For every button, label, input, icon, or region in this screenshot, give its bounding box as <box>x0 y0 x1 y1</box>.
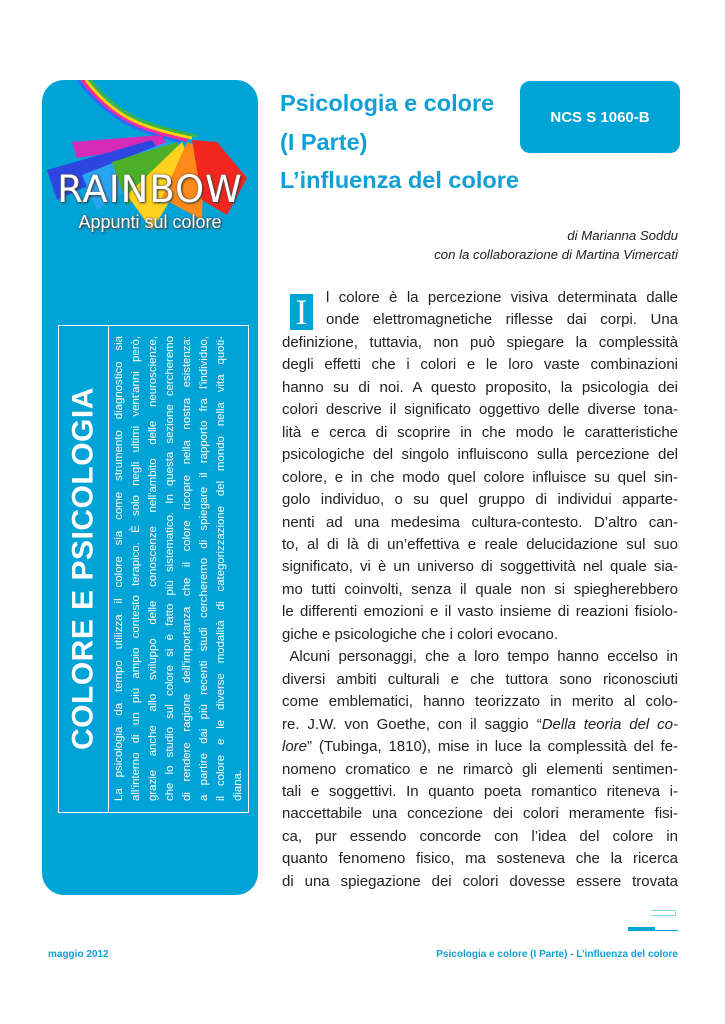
drop-cap: I <box>290 294 313 330</box>
description-line: diana. <box>232 769 244 801</box>
box-divider <box>108 326 109 812</box>
article-body <box>282 287 678 893</box>
description-line: che lo studio sul colore si è fatto più sistematico. In questa sezione cercheremo <box>164 336 176 801</box>
body-line: ca, pur essendo concorde con l’idea del colore in <box>282 827 678 845</box>
description-line: il colore e le diverse modalità di categorizzazione del mondo nella vita quoti- <box>215 336 227 801</box>
article-title <box>280 84 519 200</box>
body-line: come emblematici, hanno teorizzato in merito al colo- <box>282 693 678 711</box>
book-title: Della teoria del co- <box>541 715 678 733</box>
body-line: to, al di là di un’effettiva e reale delucidazione sul suo <box>282 535 678 553</box>
footer-accent-bar <box>628 927 655 931</box>
body-line: quanto fenomeno fisico, ma sosteneva che la ricerca <box>282 850 678 868</box>
description-line: a partire dai più recenti studi cercheremo di spiegare il rapporto fra l'individuo, <box>198 336 210 801</box>
section-description <box>111 336 247 801</box>
body-line: Alcuni personaggi, che a loro tempo hanno eccelso in <box>282 648 678 666</box>
body-line: le differenti emozioni e il vasto insieme di reazioni fisiolo- <box>282 603 678 621</box>
logo-subtitle: Appunti sul colore <box>78 212 222 232</box>
body-line: colori descrive il significato oggettivo delle diverse tona- <box>282 401 678 419</box>
body-line: definizione, tuttavia, non può spiegare la complessità <box>282 333 678 351</box>
body-line: degli effetti che i colori e le loro vaste combinazioni <box>282 356 678 374</box>
body-line: colore, e in che modo quel colore influisce su quel sin- <box>282 468 678 486</box>
rainbow-logo <box>42 80 258 240</box>
book-title: lore <box>282 738 308 756</box>
body-line: golo individuo, o su quel gruppo di individui apparte- <box>282 491 678 509</box>
text-run: re. J.W. von Goethe, con il saggio “ <box>282 715 542 733</box>
footer-running-title: Psicologia e colore (I Parte) - L’influenza del colore <box>436 949 678 960</box>
description-line: di rendere ragione dell'importanza che il colore ricopre nella nostra esistenza: <box>181 336 193 801</box>
body-line: naccettabile una concezione dei colori meramente fisi- <box>282 805 678 823</box>
ncs-color-badge: NCS S 1060-B <box>520 81 680 153</box>
description-line: all'interno di un più ampio contesto terapico. È solo negli ultimi vent'anni però, <box>130 336 142 801</box>
footer-rule <box>655 930 678 931</box>
page-corner-decoration <box>651 910 676 916</box>
collaboration: con la collaborazione di Martina Vimercati <box>434 247 678 262</box>
body-line <box>282 714 678 736</box>
body-line: tali e soggettivi. In quanto poeta romantico riteneva i- <box>282 782 678 800</box>
body-line: di una spiegazione dei colori dovesse essere trovata <box>282 872 678 890</box>
body-line: l colore è la percezione visiva determinata dalle <box>326 289 678 306</box>
byline <box>434 226 678 264</box>
footer-date: maggio 2012 <box>48 949 109 960</box>
body-line: giche e psicologiche che i colori evocano. <box>282 625 558 643</box>
body-line <box>282 736 678 758</box>
title-line: L’influenza del colore <box>280 167 519 193</box>
title-line: (I Parte) <box>280 128 368 155</box>
title-line: Psicologia e colore <box>280 90 495 116</box>
logo-title: RAINBOW <box>57 168 243 211</box>
body-line: nomeno cromatico e ne rimarcò gli elementi sentimen- <box>282 760 678 778</box>
description-line: grazie anche allo sviluppo delle conoscenze nell'ambito delle neuroscienze, <box>147 336 159 801</box>
section-title: COLORE E PSICOLOGIA <box>66 387 100 750</box>
body-line: diversi ambiti culturali e che tuttora sono riconosciuti <box>282 670 678 688</box>
author: di Marianna Soddu <box>567 228 678 243</box>
body-line: nenti ad una medesima cultura-contesto. D’altro can- <box>282 513 678 531</box>
body-line: significato, vi è un universo di soggettività nel quale sia- <box>282 558 678 576</box>
sidebar-panel <box>42 80 258 895</box>
body-line: lità e cerca di scoprire in che modo le caratteristiche <box>282 423 678 441</box>
body-line: hanno su di noi. A questo proposito, la psicologia dei <box>282 378 678 396</box>
description-line: La psicologia da tempo utilizza il colore sia come strumento diagnostico sia <box>113 336 125 801</box>
text-run: ” (Tubinga, 1810), mise in luce la complessità del fe- <box>307 738 678 756</box>
section-box <box>58 325 249 813</box>
body-line: mo tutti coinvolti, senza il quale non si spiegherebbero <box>282 580 678 598</box>
body-line: onde elettromagnetiche riflesse dai corpi. Una <box>326 311 678 329</box>
body-line: psicologiche del singolo influiscono sulla percezione del <box>282 446 678 464</box>
